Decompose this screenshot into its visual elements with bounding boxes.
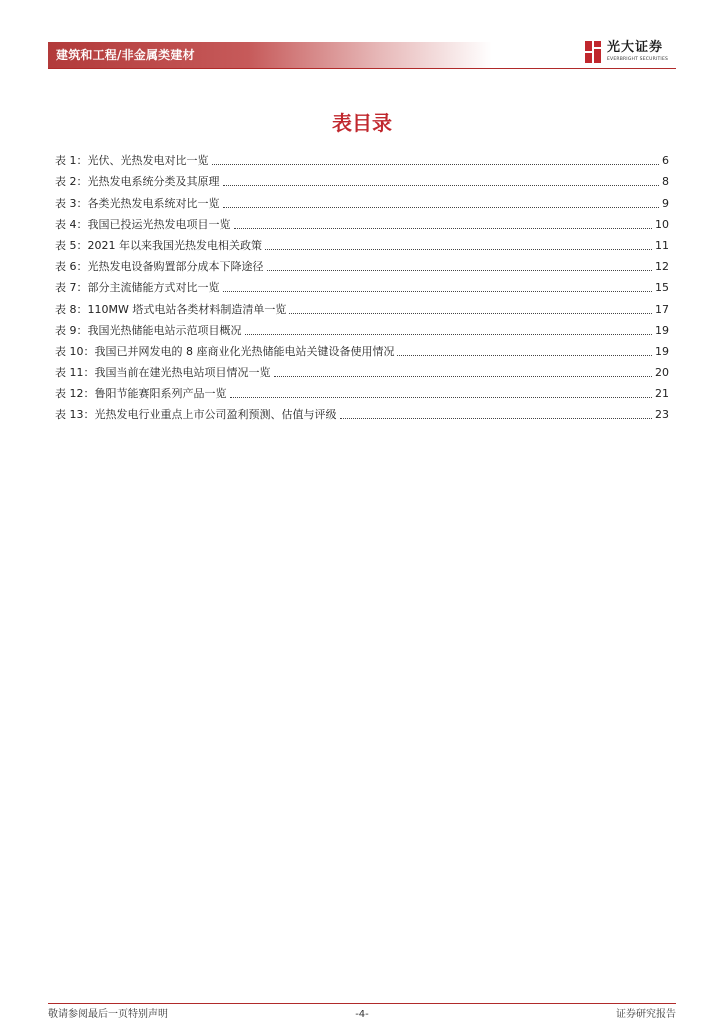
toc-entry[interactable] bbox=[55, 189, 669, 210]
toc-entry-label: 表 13：光热发电行业重点上市公司盈利预测、估值与评级 bbox=[55, 408, 337, 422]
toc-entry[interactable] bbox=[55, 295, 669, 316]
toc-entry-label: 表 10：我国已并网发电的 8 座商业化光热储能电站关键设备使用情况 bbox=[55, 344, 395, 358]
toc-entry-label: 表 6：光热发电设备购置部分成本下降途径 bbox=[55, 260, 264, 274]
toc-entry-page: 17 bbox=[655, 302, 669, 316]
header-rule bbox=[48, 68, 676, 69]
toc-entry-page: 10 bbox=[655, 217, 669, 231]
toc-entry-page: 21 bbox=[655, 387, 669, 401]
toc-leader bbox=[267, 270, 653, 271]
toc-entry-page: 19 bbox=[655, 323, 669, 337]
toc-title: 表目录 bbox=[332, 111, 392, 135]
footer-disclaimer: 敬请参阅最后一页特别声明 bbox=[48, 1009, 168, 1020]
company-logo bbox=[583, 40, 675, 66]
toc-entry-page: 19 bbox=[655, 344, 669, 358]
toc-leader bbox=[212, 164, 660, 165]
toc-entry[interactable] bbox=[55, 274, 669, 295]
toc-entry[interactable] bbox=[55, 211, 669, 232]
toc-entry-label: 表 3：各类光热发电系统对比一览 bbox=[55, 196, 220, 210]
toc-leader bbox=[274, 376, 653, 377]
logo-subtext: EVERBRIGHT SECURITIES bbox=[607, 57, 669, 62]
toc-entry-label: 表 11：我国当前在建光热电站项目情况一览 bbox=[55, 366, 271, 380]
header-category: 建筑和工程/非金属类建材 bbox=[56, 48, 195, 62]
toc-leader bbox=[265, 249, 652, 250]
toc-entry[interactable] bbox=[55, 168, 669, 189]
toc-entry-label: 表 1：光伏、光热发电对比一览 bbox=[55, 154, 209, 168]
toc-entry-page: 15 bbox=[655, 281, 669, 295]
toc-entry-label: 表 7：部分主流储能方式对比一览 bbox=[55, 281, 220, 295]
toc-leader bbox=[223, 291, 653, 292]
footer-rule bbox=[48, 1003, 676, 1004]
toc-entry-label: 表 8：110MW 塔式电站各类材料制造清单一览 bbox=[55, 302, 287, 316]
toc-entry-page: 11 bbox=[655, 238, 669, 252]
toc-entry-page: 20 bbox=[655, 366, 669, 380]
toc-entry-label: 表 9：我国光热储能电站示范项目概况 bbox=[55, 323, 242, 337]
toc-leader bbox=[289, 313, 652, 314]
toc-entry-label: 表 4：我国已投运光热发电项目一览 bbox=[55, 217, 231, 231]
toc-entry[interactable] bbox=[55, 232, 669, 253]
toc-entry-label: 表 2：光热发电系统分类及其原理 bbox=[55, 175, 220, 189]
toc-leader bbox=[223, 207, 660, 208]
toc-entry[interactable] bbox=[55, 253, 669, 274]
toc-leader bbox=[230, 397, 653, 398]
toc-entry[interactable] bbox=[55, 317, 669, 338]
toc-entry-page: 9 bbox=[662, 196, 669, 210]
toc-leader bbox=[340, 418, 653, 419]
toc-leader bbox=[234, 228, 653, 229]
everbright-logo-icon bbox=[583, 40, 603, 64]
toc-entry-page: 12 bbox=[655, 260, 669, 274]
page-number: -4- bbox=[355, 1009, 369, 1020]
toc-entry[interactable] bbox=[55, 401, 669, 422]
toc-entry-page: 23 bbox=[655, 408, 669, 422]
table-of-tables bbox=[55, 147, 669, 422]
toc-leader bbox=[223, 185, 660, 186]
toc-entry[interactable] bbox=[55, 359, 669, 380]
toc-entry[interactable] bbox=[55, 338, 669, 359]
report-type: 证券研究报告 bbox=[616, 1009, 676, 1020]
toc-entry-page: 6 bbox=[662, 154, 669, 168]
logo-text: 光大证券 bbox=[607, 40, 664, 55]
toc-leader bbox=[245, 334, 653, 335]
toc-entry-label: 表 12：鲁阳节能赛阳系列产品一览 bbox=[55, 387, 227, 401]
toc-entry[interactable] bbox=[55, 380, 669, 401]
toc-entry-page: 8 bbox=[662, 175, 669, 189]
toc-entry-label: 表 5：2021 年以来我国光热发电相关政策 bbox=[55, 238, 262, 252]
toc-entry[interactable] bbox=[55, 147, 669, 168]
toc-leader bbox=[397, 355, 652, 356]
